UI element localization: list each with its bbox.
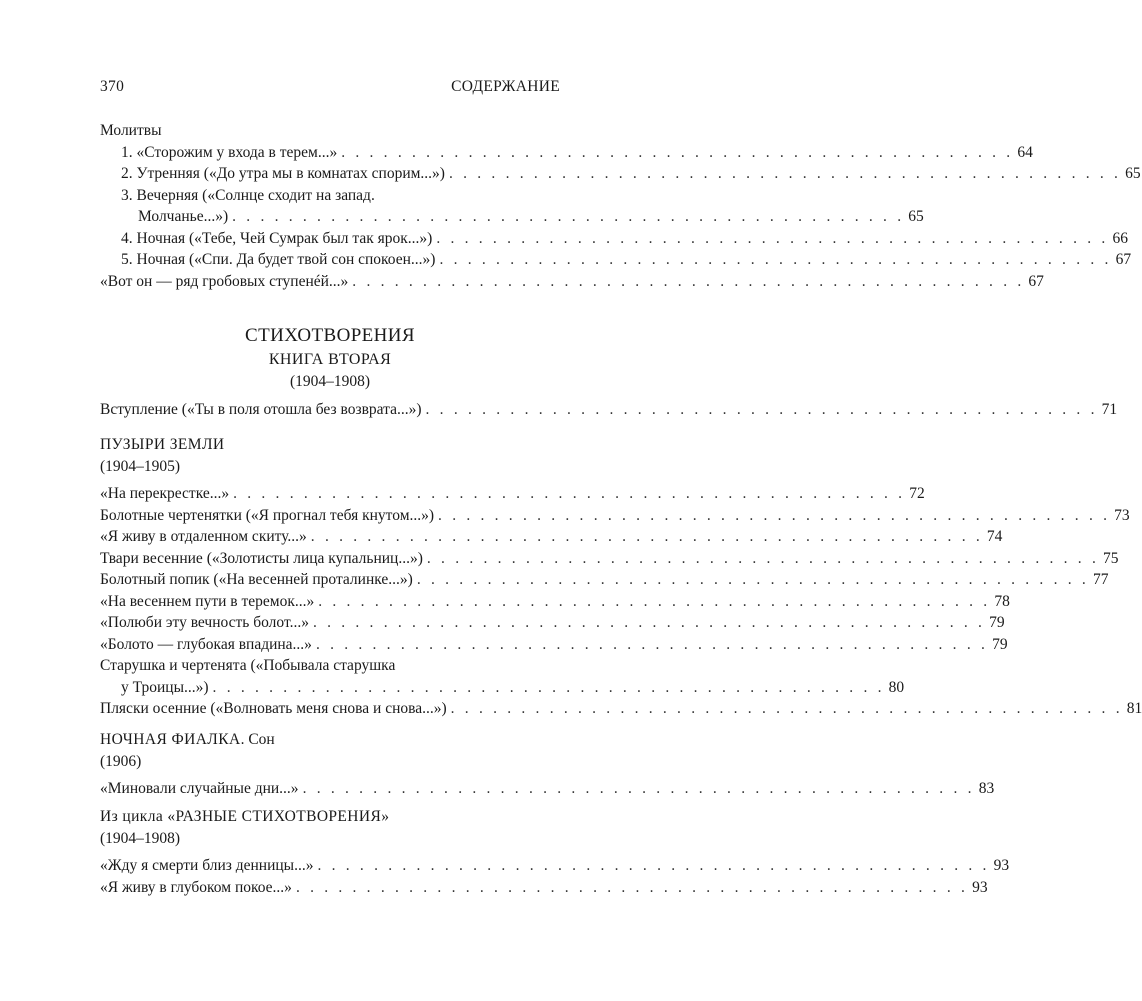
various-section: [100, 806, 1010, 898]
leader-dots: . . . . . . . . . . . . . . . . . . . . . . . . . . . . . . . . . . . . . . . . . . . . . . . .: [426, 549, 1100, 567]
heading-rest: . Сон: [240, 731, 275, 748]
toc-entry: [100, 698, 1142, 720]
entry-title: «Я живу в отдаленном скиту...»: [100, 528, 307, 545]
toc-entry: [100, 778, 995, 800]
entry-page: 65: [908, 208, 924, 225]
toc-entry: [100, 677, 905, 699]
heading-caps: НОЧНАЯ ФИАЛКА: [100, 731, 241, 748]
leader-dots: . . . . . . . . . . . . . . . . . . . . . . . . . . . . . . . . . . . . . . . . . . . . . . . .: [438, 506, 1111, 524]
toc-entry: [100, 612, 1005, 634]
section-years: (1904–1908): [289, 373, 371, 390]
cycle-years: (1906): [100, 752, 142, 770]
toc-entry: [100, 569, 1109, 591]
leader-dots: . . . . . . . . . . . . . . . . . . . . . . . . . . . . . . . . . . . . . . . . . . . . . . . .: [315, 635, 989, 653]
cycle-years: (1904–1905): [100, 457, 181, 475]
entry-title: «Болото — глубокая впадина...»: [100, 635, 312, 653]
entry-page: 73: [1114, 506, 1130, 524]
toc-entry: [100, 591, 1010, 613]
entry-title: 4. Ночная («Тебе, Чей Сумрак был так ярок...»): [121, 229, 433, 247]
leader-dots: . . . . . . . . . . . . . . . . . . . . . . . . . . . . . . . . . . . . . . . . . . . . . . . .: [436, 229, 1109, 247]
entry-title: 5. Ночная («Спи. Да будет твой сон спокоен...»): [121, 251, 436, 268]
leader-dots: . . . . . . . . . . . . . . . . . . . . . . . . . . . . . . . . . . . . . . . . . . . . . . . .: [448, 165, 1122, 182]
entry-title: Молчанье...»): [138, 208, 229, 225]
entry-title: «Жду я смерти близ денницы...»: [100, 857, 314, 874]
toc-entry: [100, 163, 1141, 185]
entry-page: 93: [993, 857, 1010, 874]
entry-page: 74: [986, 528, 1003, 545]
leader-dots: . . . . . . . . . . . . . . . . . . . . . . . . . . . . . . . . . . . . . . . . . . . . . . . .: [318, 592, 991, 610]
toc-entry: [100, 526, 1003, 548]
toc-entry: [100, 483, 925, 505]
entry-title: 2. Утренняя («До утра мы в комнатах спорим...»): [121, 165, 445, 182]
entry-title: Болотные чертенятки («Я прогнал тебя кнутом...»): [100, 506, 435, 524]
entry-title: Твари весенние («Золотисты лица купальниц...»): [100, 549, 423, 567]
entry-page: 93: [972, 878, 988, 896]
entry-title: 1. «Сторожим у входа в терем...»: [121, 143, 338, 161]
leader-dots: . . . . . . . . . . . . . . . . . . . . . . . . . . . . . . . . . . . . . . . . . . . . . . . .: [310, 528, 983, 545]
toc-entry: [100, 877, 988, 899]
section-title-block: [100, 323, 560, 393]
leader-dots: . . . . . . . . . . . . . . . . . . . . . . . . . . . . . . . . . . . . . . . . . . . . . . . .: [416, 571, 1089, 588]
leader-dots: . . . . . . . . . . . . . . . . . . . . . . . . . . . . . . . . . . . . . . . . . . . . . . . .: [233, 485, 906, 502]
leader-dots: . . . . . . . . . . . . . . . . . . . . . . . . . . . . . . . . . . . . . . . . . . . . . . . .: [302, 780, 975, 797]
toc-entry: [100, 399, 1118, 421]
entry-page: 65: [1125, 165, 1141, 182]
entry-title: «Полюби эту вечность болот...»: [100, 614, 309, 631]
entry-page: 66: [1112, 229, 1128, 247]
toc-entry: [100, 855, 1010, 877]
cycle-heading: Из цикла «РАЗНЫЕ СТИХОТВОРЕНИЯ»: [100, 808, 390, 825]
section-title: СТИХОТВОРЕНИЯ: [245, 325, 415, 346]
entry-page: 71: [1101, 401, 1118, 418]
leader-dots: . . . . . . . . . . . . . . . . . . . . . . . . . . . . . . . . . . . . . . . . . . . . . . . .: [439, 251, 1112, 268]
intro-block: [100, 399, 1118, 421]
cycle-heading: [100, 729, 560, 751]
entry-page: 64: [1017, 143, 1033, 161]
violet-section: [100, 729, 995, 800]
leader-dots: . . . . . . . . . . . . . . . . . . . . . . . . . . . . . . . . . . . . . . . . . . . . . . . .: [425, 401, 1098, 418]
entry-title: у Троицы...»): [121, 678, 209, 696]
entry-title-line1: Старушка и чертенята («Побывала старушка: [100, 657, 396, 674]
entry-title: «На перекрестке...»: [100, 485, 230, 502]
entry-title: Болотный попик («На весенней проталинке...»): [100, 571, 413, 588]
entry-title: «Вот он — ряд гробовых ступенéй...»: [100, 272, 349, 290]
entry-title: «Миновали случайные дни...»: [100, 780, 299, 797]
entry-page: 78: [994, 592, 1010, 610]
running-title: СОДЕРЖАНИЕ: [451, 78, 560, 95]
leader-dots: . . . . . . . . . . . . . . . . . . . . . . . . . . . . . . . . . . . . . . . . . . . . . . . .: [312, 614, 986, 631]
book-title: КНИГА ВТОРАЯ: [268, 351, 392, 368]
entry-page: 77: [1092, 571, 1109, 588]
entry-page: 79: [992, 635, 1008, 653]
leader-dots: . . . . . . . . . . . . . . . . . . . . . . . . . . . . . . . . . . . . . . . . . . . . . . . .: [317, 857, 990, 874]
leader-dots: . . . . . . . . . . . . . . . . . . . . . . . . . . . . . . . . . . . . . . . . . . . . . . . .: [212, 678, 885, 696]
entry-title-line1: 3. Вечерняя («Солнце сходит на запад.: [121, 186, 375, 204]
toc-entry: [100, 505, 1130, 527]
entry-page: 83: [978, 780, 995, 797]
entry-page: 75: [1103, 549, 1119, 567]
toc-entry: [100, 548, 1119, 570]
leader-dots: . . . . . . . . . . . . . . . . . . . . . . . . . . . . . . . . . . . . . . . . . . . . . . . .: [341, 143, 1014, 161]
prayers-heading: Молитвы: [100, 122, 162, 139]
toc-entry: [100, 634, 1008, 656]
leader-dots: . . . . . . . . . . . . . . . . . . . . . . . . . . . . . . . . . . . . . . . . . . . . . . . .: [450, 700, 1123, 717]
leader-dots: . . . . . . . . . . . . . . . . . . . . . . . . . . . . . . . . . . . . . . . . . . . . . . . .: [232, 208, 905, 225]
toc-entry: [100, 249, 1132, 271]
running-header: [100, 78, 560, 96]
entry-page: 79: [989, 614, 1005, 631]
cycle-years: (1904–1908): [100, 829, 181, 847]
bubbles-section: [100, 434, 1142, 720]
prayers-section: [100, 120, 1141, 292]
page-number: 370: [100, 78, 125, 95]
cycle-heading: ПУЗЫРИ ЗЕМЛИ: [100, 436, 225, 453]
toc-entry: [100, 206, 924, 228]
leader-dots: . . . . . . . . . . . . . . . . . . . . . . . . . . . . . . . . . . . . . . . . . . . . . . . .: [352, 272, 1025, 290]
entry-page: 80: [888, 678, 905, 696]
entry-page: 67: [1115, 251, 1132, 268]
entry-title: «На весеннем пути в теремок...»: [100, 592, 315, 610]
toc-entry: [100, 142, 1033, 164]
entry-title: Вступление («Ты в поля отошла без возврата...»): [100, 401, 422, 418]
entry-title: Пляски осенние («Волновать меня снова и снова...»): [100, 700, 447, 717]
entry-title: «Я живу в глубоком покое...»: [100, 878, 292, 896]
leader-dots: . . . . . . . . . . . . . . . . . . . . . . . . . . . . . . . . . . . . . . . . . . . . . . . .: [295, 878, 969, 896]
entry-page: 72: [909, 485, 925, 502]
toc-entry: [100, 271, 1044, 293]
entry-page: 67: [1028, 272, 1044, 290]
toc-entry: [100, 228, 1128, 250]
entry-page: 81: [1126, 700, 1142, 717]
